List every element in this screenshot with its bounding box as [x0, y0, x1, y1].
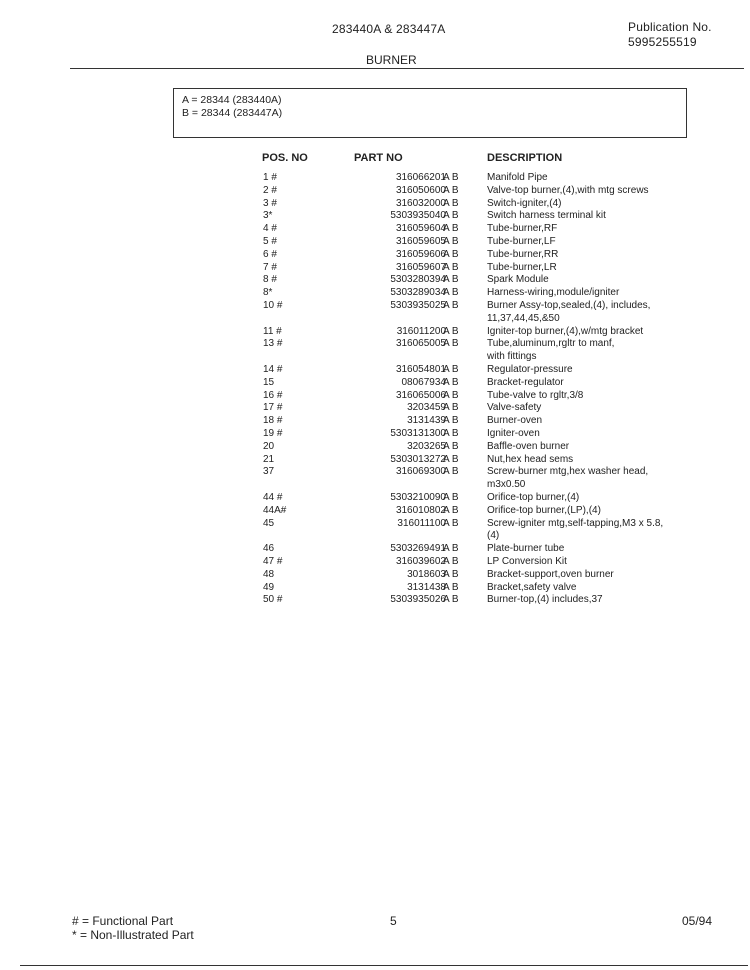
legend-a: A = 28344 (283440A) — [182, 94, 282, 106]
position-number: 1 # — [263, 172, 277, 183]
header-rule — [70, 68, 744, 69]
part-number: 316069300 — [395, 466, 446, 478]
part-number: 316059605 — [395, 236, 446, 247]
part-description-continued: 11,37,44,45,&50 — [487, 312, 560, 324]
model-applicability: A B — [443, 223, 459, 235]
part-number: 5303935040 — [390, 210, 446, 222]
part-number: 316059606 — [395, 248, 446, 260]
col-header-part: PART NO — [354, 152, 403, 164]
part-number: 316011100 — [397, 517, 446, 529]
model-applicability: A B — [443, 440, 459, 452]
position-number: 19 # — [263, 428, 283, 439]
part-number: 316059604 — [395, 223, 446, 235]
position-number: 7 # — [263, 261, 277, 273]
part-number: 3018603 — [407, 568, 446, 580]
part-number: 316066201 — [395, 172, 446, 183]
position-number: 5 # — [263, 236, 277, 247]
model-applicability: A B — [443, 492, 459, 503]
part-number: 316059607 — [395, 261, 446, 273]
part-description: Tube-burner,LR — [487, 261, 557, 273]
model-applicability: A B — [443, 338, 459, 350]
position-number: 8* — [263, 287, 273, 299]
part-description: Bracket-regulator — [487, 376, 564, 388]
part-description-continued: m3x0.50 — [487, 479, 526, 491]
position-number: 8 # — [263, 274, 277, 286]
part-number: 3203265 — [407, 440, 446, 452]
part-description: Valve-top burner,(4),with mtg screws — [487, 184, 649, 196]
model-numbers: 283440A & 283447A — [332, 22, 446, 36]
legend-b: B = 28344 (283447A) — [182, 107, 283, 119]
model-applicability: A B — [443, 517, 459, 529]
model-applicability: A B — [443, 248, 459, 260]
position-number: 11 # — [263, 325, 282, 337]
model-applicability: A B — [443, 453, 459, 465]
part-number: 3131438 — [407, 581, 446, 593]
position-number: 45 — [263, 517, 275, 529]
position-number: 15 — [263, 376, 275, 388]
model-applicability: A B — [443, 568, 459, 580]
part-number: 3131439 — [407, 415, 446, 427]
position-number: 37 — [263, 466, 275, 478]
publication-block — [628, 20, 712, 50]
model-applicability: A B — [443, 543, 459, 555]
model-applicability: A B — [443, 210, 459, 222]
model-applicability: A B — [443, 325, 459, 337]
part-number: 316050600 — [395, 184, 446, 196]
position-number: 3 # — [263, 197, 277, 209]
part-description: Tube-burner,LF — [487, 236, 556, 247]
model-applicability: A B — [443, 197, 459, 209]
part-description-continued: with fittings — [487, 351, 537, 363]
revision-date: 05/94 — [682, 914, 713, 928]
col-header-description: DESCRIPTION — [487, 152, 563, 164]
model-applicability: A B — [443, 504, 459, 516]
part-description: Valve-safety — [487, 402, 542, 414]
part-number: 5303289034 — [390, 287, 446, 299]
position-number: 13 # — [263, 338, 283, 350]
footnote-functional: # = Functional Part — [72, 914, 174, 928]
position-number: 4 # — [263, 223, 277, 235]
model-applicability: A B — [443, 274, 459, 286]
part-number: 5303280394 — [390, 274, 446, 286]
part-description: Screw-igniter mtg,self-tapping,M3 x 5.8, — [487, 517, 664, 529]
model-legend — [173, 88, 687, 138]
position-number: 49 — [263, 581, 275, 593]
part-number: 316039602 — [395, 556, 446, 567]
section-title: BURNER — [366, 53, 417, 67]
model-applicability: A B — [443, 300, 459, 311]
part-description: Bracket-support,oven burner — [487, 568, 614, 580]
position-number: 21 — [263, 453, 275, 465]
position-number: 17 # — [263, 402, 283, 414]
part-description: Tube,aluminum,rgltr to manf, — [487, 338, 615, 350]
model-applicability: A B — [443, 402, 459, 414]
position-number: 10 # — [263, 300, 283, 311]
part-description: Igniter-top burner,(4),w/mtg bracket — [487, 325, 644, 337]
part-number: 5303210090 — [390, 492, 446, 503]
part-description: Plate-burner tube — [487, 543, 565, 555]
position-number: 16 # — [263, 389, 283, 401]
model-applicability: A B — [443, 556, 459, 567]
part-description: Orifice-top burner,(LP),(4) — [487, 504, 601, 516]
part-description: Tube-burner,RF — [487, 223, 558, 235]
position-number: 3* — [263, 210, 273, 222]
position-number: 20 — [263, 440, 275, 452]
model-applicability: A B — [443, 261, 459, 273]
part-description: Burner-top,(4) includes,37 — [487, 594, 603, 606]
model-applicability: A B — [443, 581, 459, 593]
model-applicability: A B — [443, 364, 459, 375]
position-number: 46 — [263, 543, 275, 555]
position-number: 44A# — [263, 504, 287, 516]
part-number: 3203459 — [407, 402, 446, 414]
publication-number: 5995255519 — [628, 35, 697, 49]
position-number: 44 # — [263, 492, 283, 503]
publication-label: Publication No. — [628, 20, 712, 34]
model-applicability: A B — [443, 389, 459, 401]
part-description: Bracket,safety valve — [487, 581, 577, 593]
part-number: 5303935025 — [390, 300, 446, 311]
position-number: 48 — [263, 568, 275, 580]
model-applicability: A B — [443, 236, 459, 247]
part-description-continued: (4) — [487, 530, 500, 542]
position-number: 14 # — [263, 364, 283, 375]
part-number: 5303269491 — [390, 543, 446, 555]
part-number: 5303013272 — [390, 453, 446, 465]
part-number: 316032000 — [395, 197, 446, 209]
page-number: 5 — [390, 914, 397, 928]
part-number: 5303935026 — [390, 594, 446, 606]
model-applicability: A B — [443, 287, 459, 299]
footnote-legend — [72, 914, 194, 942]
part-description: Tube-burner,RR — [487, 248, 559, 260]
part-number: 316065005 — [395, 338, 446, 350]
model-applicability: A B — [443, 172, 459, 183]
model-applicability: A B — [443, 594, 459, 606]
model-applicability: A B — [443, 428, 459, 439]
model-applicability: A B — [443, 466, 459, 478]
part-description: Harness-wiring,module/igniter — [487, 287, 620, 299]
footnote-non-illustrated: * = Non-Illustrated Part — [72, 928, 194, 942]
part-description: Burner-oven — [487, 415, 543, 427]
model-applicability: A B — [443, 415, 459, 427]
part-number: 316010802 — [395, 504, 446, 516]
model-applicability: A B — [443, 376, 459, 388]
part-description: Manifold Pipe — [487, 172, 548, 183]
part-description: Nut,hex head sems — [487, 453, 574, 465]
part-description: Switch-igniter,(4) — [487, 197, 562, 209]
part-description: Switch harness terminal kit — [487, 210, 606, 222]
position-number: 47 # — [263, 556, 283, 567]
part-number: 08067934 — [401, 376, 446, 388]
part-description: Tube-valve to rgltr,3/8 — [487, 389, 584, 401]
position-number: 6 # — [263, 248, 277, 260]
part-number: 316065006 — [395, 389, 446, 401]
position-number: 2 # — [263, 184, 277, 196]
col-header-pos: POS. NO — [262, 152, 308, 164]
part-description: Spark Module — [487, 274, 549, 286]
position-number: 50 # — [263, 594, 283, 606]
part-description: LP Conversion Kit — [487, 556, 567, 567]
footer-rule — [20, 965, 748, 966]
part-number: 5303131300 — [390, 428, 446, 439]
part-number: 316054801 — [395, 364, 446, 375]
part-description: Screw-burner mtg,hex washer head, — [487, 466, 649, 478]
part-description: Regulator-pressure — [487, 364, 573, 375]
position-number: 18 # — [263, 415, 283, 427]
model-applicability: A B — [443, 184, 459, 196]
part-number: 316011200 — [396, 325, 446, 337]
part-description: Burner Assy-top,sealed,(4), includes, — [487, 300, 651, 311]
part-description: Orifice-top burner,(4) — [487, 492, 580, 503]
part-description: Baffle-oven burner — [487, 440, 570, 452]
part-description: Igniter-oven — [487, 428, 540, 439]
